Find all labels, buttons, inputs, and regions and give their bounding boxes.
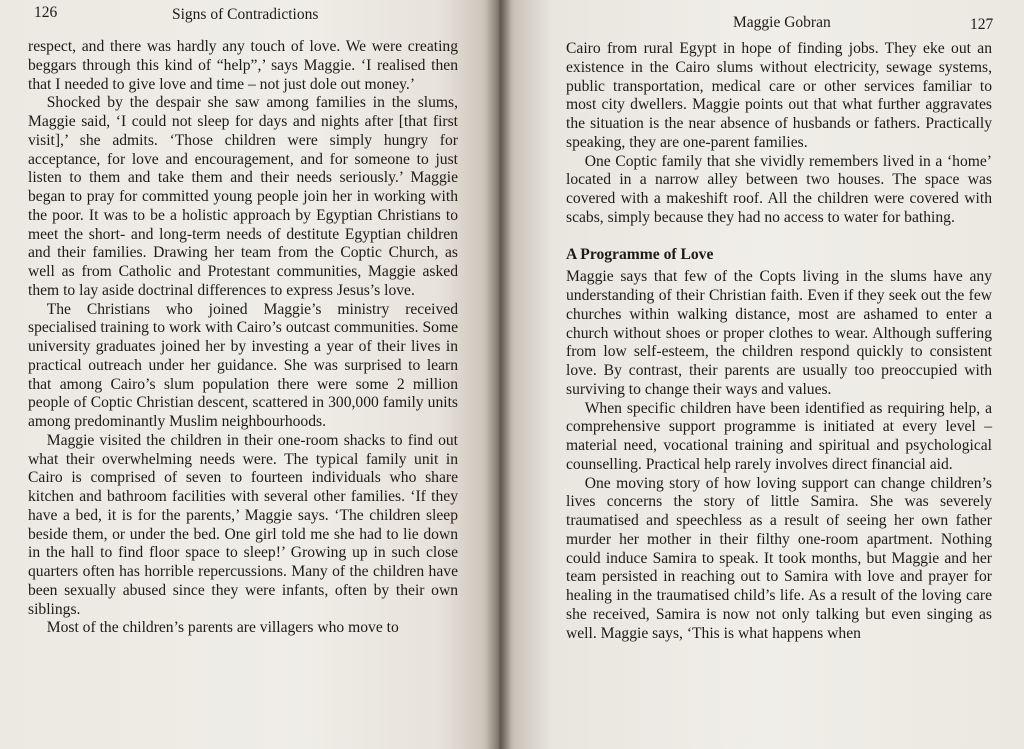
right-page	[500, 0, 1024, 749]
section-heading: A Programme of Love	[566, 245, 714, 263]
page-number: 126	[34, 4, 58, 21]
left-page	[0, 0, 500, 749]
paragraph: When specific children have been identified as requiring help, a comprehensive support programme is initiated at every level – material need, vocational training and spiritual and psychological counselling. Practical help rarely involves direct financial aid.	[566, 399, 992, 473]
running-title: Maggie Gobran	[733, 14, 831, 31]
paragraph: respect, and there was hardly any touch of love. We were creating beggars through this kind of “help”,’ says Maggie. ‘I realised then that I needed to give love and time – not just dole out money.’	[28, 38, 458, 93]
book-gutter-shadow	[486, 0, 512, 749]
paragraph: Cairo from rural Egypt in hope of finding jobs. They eke out an existence in the Cairo slums without electricity, sewage systems, public transportation, medical care or other services familiar to most city dwellers. Maggie points out that what further aggravates the situation is the near absence of husbands or fathers. Practically speaking, they are one-parent families.	[566, 40, 992, 151]
page-number: 127	[970, 16, 994, 33]
paragraph: Most of the children’s parents are villagers who move to	[46, 619, 399, 637]
paragraph: The Christians who joined Maggie’s ministry received specialised training to work with Cairo’s outcast communities. Some university graduates joined her by investing a year of their lives in practical outreach under her guidance. She was surprised to learn that among Cairo’s slum population there were some 2 million people of Coptic Christian descent, scattered in 300,000 family units among predominantly Muslim neighbourhoods.	[28, 300, 458, 430]
paragraph: Maggie visited the children in their one-room shacks to find out what their overwhelming needs were. The typical family unit in Cairo is comprised of seven to fourteen individuals who share kitchen and bathroom facilities with several other families. ‘If they have a bed, it is for the parents,’ Maggie says. ‘The children sleep beside them, or under the bed. One girl told me she had to lie down in the hall to find floor space to sleep!’ Growing up in such close quarters often has horrible repercussions. Many of the children have been sexually abused since they were infants, often by their own siblings.	[28, 431, 458, 618]
paragraph: Maggie says that few of the Copts living in the slums have any understanding of their Christian faith. Even if they seek out the few churches within walking distance, most are ashamed to enter a church without shoes or proper clothes to wear. Although suffering from low self-esteem, the children respond quickly to consistent love. By contrast, their parents are usually too preoccupied with surviving to change their ways and values.	[566, 268, 992, 398]
right-page-body	[566, 40, 992, 643]
paragraph: One moving story of how loving support can change children’s lives concerns the story of little Samira. She was severely traumatised and speechless as a result of seeing her own father murder her mother in their filthy one-room apartment. Nothing could induce Samira to speak. It took months, but Maggie and her team persisted in reaching out to Samira with love and prayer for healing in the traumatised child’s life. As a result of the loving care she received, Samira is now not only talking but even singing as well. Maggie says, ‘This is what happens when	[566, 474, 992, 642]
running-title: Signs of Contradictions	[172, 6, 319, 23]
left-page-body	[28, 38, 458, 638]
paragraph: Shocked by the despair she saw among families in the slums, Maggie said, ‘I could not sleep for days and nights after [that first visit],’ she admits. ‘Those children were simply hungry for acceptance, for love and encouragement, and for someone to just listen to them and take them and their needs seriously.’ Maggie began to pray for committed young people join her in working with the poor. It was to be a holistic approach by Egyptian Christians to meet the short- and long-term needs of destitute Egyptian children and their families. Drawing her team from the Coptic Church, as well as from Catholic and Protestant communities, Maggie asked them to lay aside doctrinal differences to express Jesus’s love.	[28, 94, 458, 299]
paragraph: One Coptic family that she vividly remembers lived in a ‘home’ located in a narrow alley between two houses. The space was covered with a makeshift roof. All the children were covered with scabs, simply because they had no access to water for bathing.	[566, 152, 992, 226]
